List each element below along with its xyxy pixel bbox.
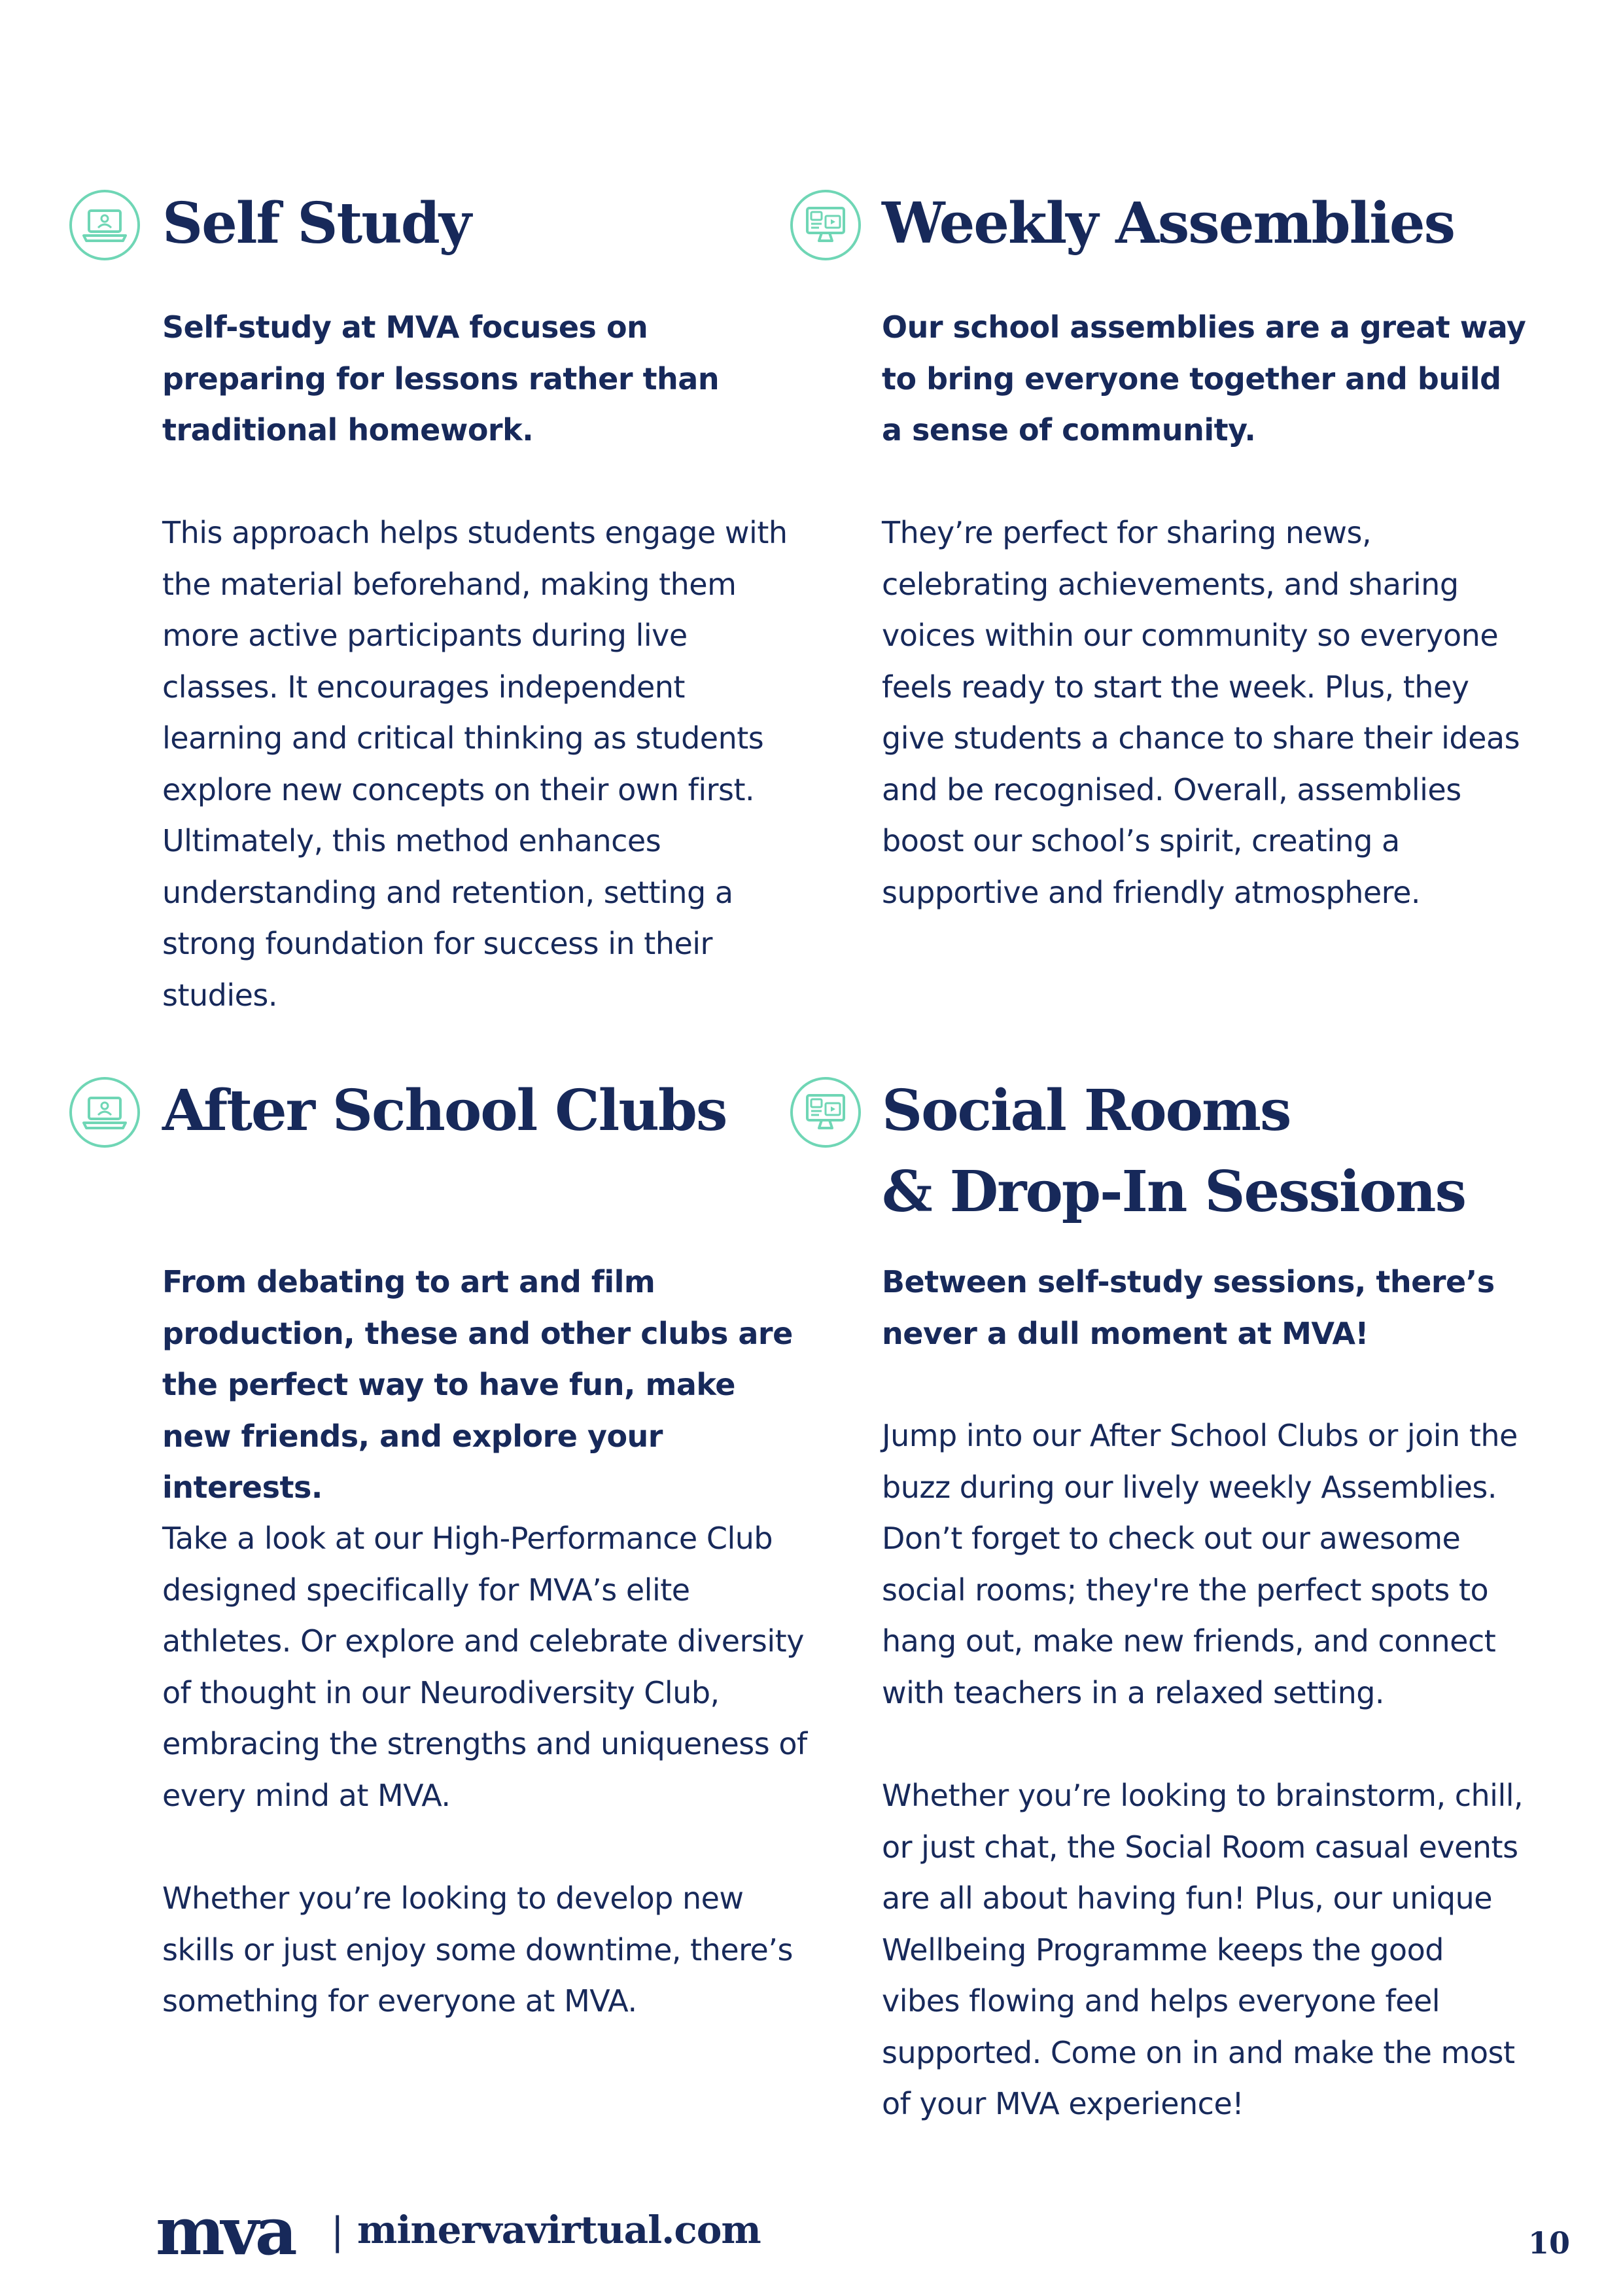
video-chat-icon: [789, 188, 862, 262]
section-paragraph: Take a look at our High-Performance Club designed specifically for MVA’s elite athletes. Or explore and celebrate diversity of thought in our Neurodiversity Club, embracing the strengths and uniqueness of every mind at MVA.: [162, 1521, 807, 1813]
section-paragraph: Jump into our After School Clubs or join the buzz during our lively weekly Assemblies. Don’t forget to check out our awesome social rooms; they're the perfect spots to hang out, make new friends, and connect with teachers in a relaxed setting.: [882, 1418, 1518, 1710]
section-lead: Our school assemblies are a great way to bring everyone together and build a sense of community.: [882, 309, 1526, 448]
video-chat-icon: [789, 1076, 862, 1149]
section-title-line-1: Social Rooms: [882, 1078, 1291, 1144]
section-lead: From debating to art and film production, these and other clubs are the perfect way to have fun, make new friends, and explore your interests.: [162, 1264, 793, 1505]
section-title: Self Study: [162, 190, 470, 256]
laptop-person-icon: [68, 188, 141, 262]
section-lead: Between self-study sessions, there’s never a dull moment at MVA!: [882, 1264, 1495, 1351]
section-title: Weekly Assemblies: [882, 190, 1455, 256]
section-title-line-2: & Drop-In Sessions: [882, 1159, 1465, 1225]
section-paragraph: This approach helps students engage with the material beforehand, making them more active participants during live classes. It encourages independent learning and critical thinking as students explore new concepts on their own first. Ultimately, this method enhances understanding and retention, setting a strong foundation for success in their studies.: [162, 515, 788, 1013]
laptop-person-icon: [68, 1076, 141, 1149]
section-paragraph: Whether you’re looking to develop new skills or just enjoy some downtime, there’s something for everyone at MVA.: [162, 1881, 793, 2019]
footer-separator: |: [331, 2209, 344, 2253]
website-url[interactable]: minervavirtual.com: [357, 2208, 761, 2252]
section-title: After School Clubs: [162, 1078, 727, 1144]
section-lead: Self-study at MVA focuses on preparing for lessons rather than traditional homework.: [162, 309, 720, 448]
section-paragraph: Whether you’re looking to brainstorm, chill, or just chat, the Social Room casual events are all about having fun! Plus, our unique Wellbeing Programme keeps the good vibes flowing and helps everyone feel supported. Come on in and make the most of your MVA experience!: [882, 1778, 1524, 2121]
page-number: 10: [1528, 2225, 1571, 2261]
section-paragraph: They’re perfect for sharing news, celebrating achievements, and sharing voices within our community so everyone feels ready to start the week. Plus, they give students a chance to share their ideas and be recognised. Overall, assemblies boost our school’s spirit, creating a supportive and friendly atmosphere.: [882, 515, 1520, 910]
section-title: [882, 1070, 1465, 1233]
mva-logo: mva: [156, 2193, 294, 2270]
